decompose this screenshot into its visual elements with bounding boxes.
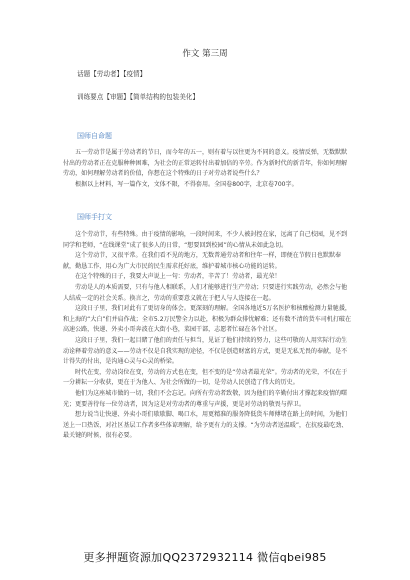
- prompt-paragraph: 五一劳动节是属于劳动者的节日，而今年的五一，则有着与以往更为不同的意义。疫情反弹，无数默默付出的劳动者正在克服种种困难，为社会的正常运转付出着加倍的辛劳。作为新时代的新青年，你如何理解劳动，如何理解劳动者的价值，你想在这个特殊的日子对劳动者说些什么？: [63, 149, 348, 178]
- prompt-text-block: [63, 148, 353, 190]
- essay-paragraph: 想力说当让快递、外卖小哥们歇歇脚、喝口水，用更精准的服务降低货车师傅堵在路上的时间，为他们送上一口热饭，对社区基层工作者多些体谅理解，给予更有力的支撑。“为劳动者送温暖”，在抗疫最吃劲、最关键的时候，很有必要。: [63, 411, 348, 440]
- training-points-line: 训练要点【审题】【简单结构的包装美化】: [77, 93, 199, 101]
- essay-text-block: [63, 230, 353, 442]
- essay-paragraph: 这个劳动节，又很平常。在我们看不见的地方，无数普通劳动者和往年一样，即便在节假日也默默奉献，勤恳工作，用心为广大市民的民生需求托好底，维护着城市核心功能的运转。: [63, 252, 342, 270]
- essay-paragraph: 这个劳动节，有些特殊。由于疫情的影响，一段时间来，不少人被封控在家，远离了自己校园，见不到同学和老师，“在线课堂”成了很多人的日常，“想要回到校园”的心情从未如此急切。: [63, 231, 348, 249]
- essay-paragraph: 时代在变，劳动岗位在变，劳动的方式也在变，但不变的是“劳动者最光荣”。劳动者的光荣，不仅在于一分耕耘一分收获，更在于为他人、为社会所做的一切，是劳动人民创造了伟大的历史。: [63, 368, 348, 387]
- section-heading-prompt: 国师自命题: [77, 132, 112, 140]
- essay-paragraph: 在这个特殊的日子，我要大声说上一句：劳动者，辛苦了！劳动者，最光荣！: [75, 273, 281, 281]
- prompt-paragraph: 根据以上材料，写一篇作文，文体不限，不得套用。全国卷800字，北京卷700字。: [75, 180, 298, 188]
- essay-paragraph: 他们为这座城市做的一切，我们不会忘记。向所有劳动者致敬，因为他们的辛勤付出才撑起来疫情的曙光；更要善待每一位劳动者，因为这是对劳动者的尊重与声援，更是对劳动的敬畏与捍卫。: [63, 389, 348, 408]
- section-heading-sample-essay: 国师手打文: [77, 213, 112, 221]
- page-title: 作文 第三周: [182, 49, 228, 59]
- essay-paragraph: 这段日子里，我们一起目睹了他们的责任与担当，见证了他们持续的努力，这些可敬的人用实际行动生动诠释着劳动的意义——劳动不仅是自我实现的途径，不仅是创造财富的方式，更是无私无畏的奉献，是不计得失的付出，是沟通心灵与心灵的桥梁。: [63, 336, 348, 366]
- essay-paragraph: 劳动是人的本质需要，只有与他人相联系，人们才能够进行生产劳动；只要进行实践劳动，必然会与他人结成一定的社会关系。换言之，劳动的重要意义就在于把人与人连接在一起。: [63, 283, 348, 302]
- footer-ad-text: 更多押题资源加QQ2372932114 微信qbei985: [83, 551, 327, 564]
- topic-line: 话题【劳动者】【疫情】: [77, 70, 147, 78]
- essay-paragraph: 这段日子里，我们对此有了更切身的体会。更深刻的理解。全国各地近5万名医护和核酸检测力量驰援，和上海的“大白”们并肩作战；全市5.2万民警全力以赴，积极为群众排忧解难；还有数不清的货车司机打破在高速公路，快递、外卖小哥奔波在大街小巷，菜园干部，志愿者忙碌在各个社区。: [63, 305, 351, 334]
